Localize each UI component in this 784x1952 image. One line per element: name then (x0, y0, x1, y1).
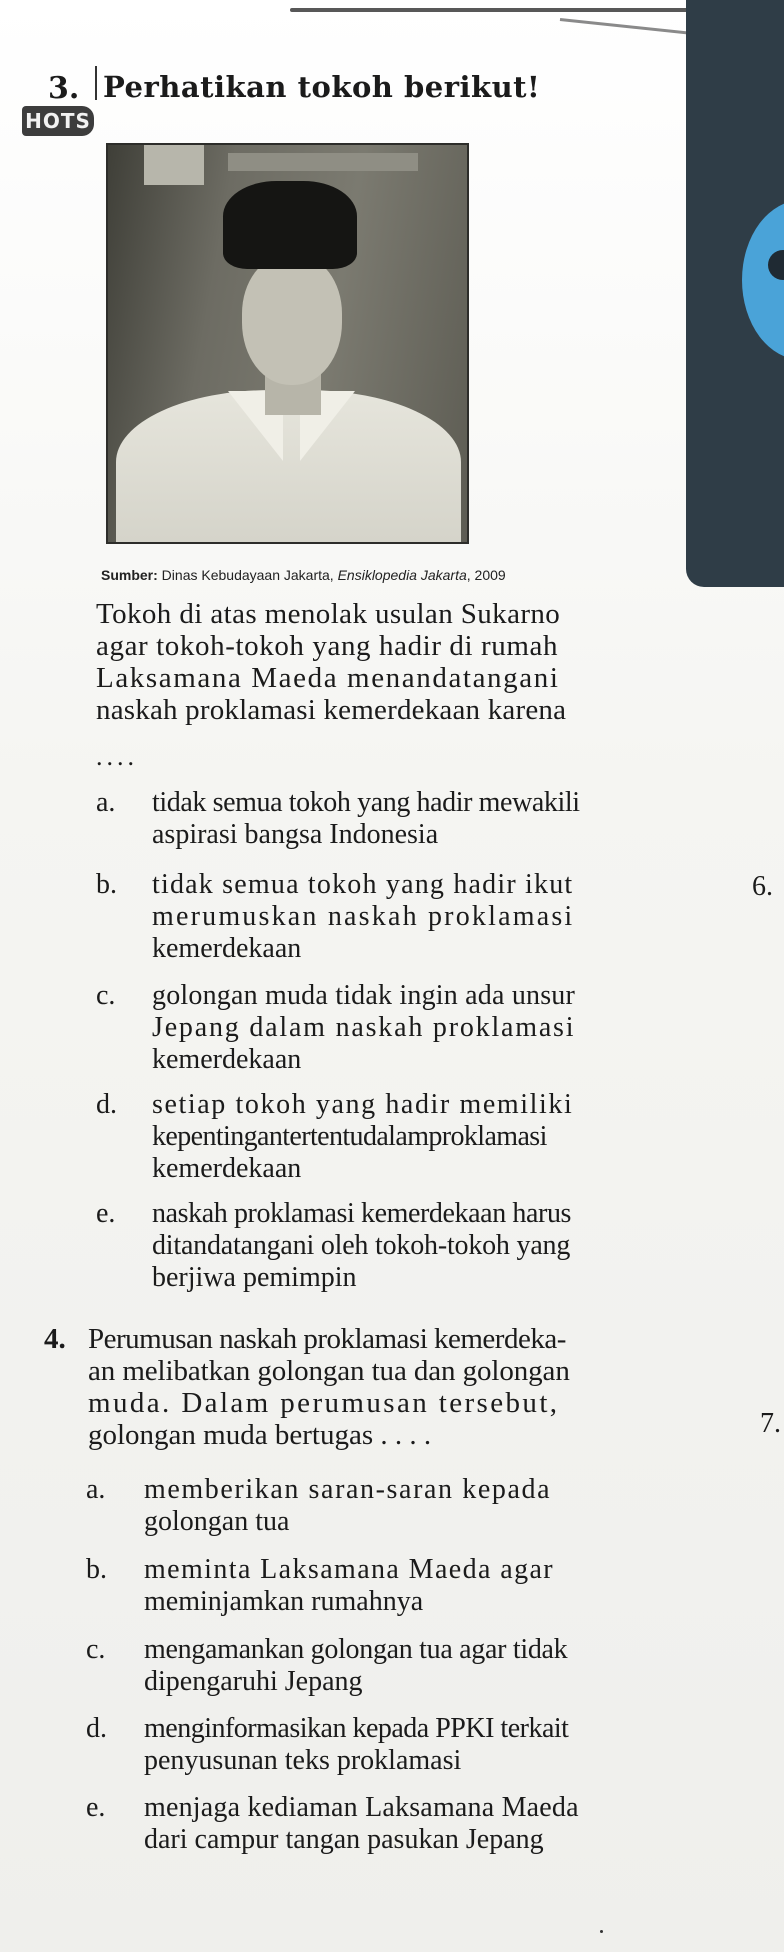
answer-blank: .... (96, 742, 138, 771)
question-4-stem (88, 1323, 570, 1451)
page-speck (600, 1930, 603, 1933)
figure-photo (106, 143, 469, 544)
stem-line: agar tokoh-tokoh yang hadir di rumah (96, 630, 559, 662)
source-text: Dinas Kebudayaan Jakarta, (157, 567, 338, 583)
option-line: aspirasi bangsa Indonesia (152, 819, 439, 850)
option-letter: b. (86, 1554, 107, 1585)
option-text (144, 1792, 579, 1856)
option-letter: a. (86, 1474, 106, 1505)
option-line: tidak semua tokoh yang hadir ikut (152, 869, 574, 900)
option-line: golongan muda tidak ingin ada unsur (152, 980, 576, 1011)
option-line: penyusunan teks proklamasi (144, 1745, 462, 1776)
option-line: naskah proklamasi kemerdekaan harus (152, 1198, 572, 1229)
option-line: golongan tua (144, 1506, 290, 1537)
option-line: kemerdekaan (152, 1153, 302, 1184)
option-line: dipengaruhi Jepang (144, 1666, 363, 1697)
photo-face (242, 255, 342, 385)
option-text (144, 1554, 554, 1618)
question-3-number: 3. (48, 71, 80, 106)
stem-line: Tokoh di atas menolak usulan Sukarno (96, 598, 561, 630)
option-line: menginformasikan kepada PPKI terkait (144, 1713, 569, 1744)
question-3-title: Perhatikan tokoh berikut! (103, 70, 541, 104)
option-line: Jepang dalam naskah proklamasi (152, 1012, 576, 1043)
option-line: berjiwa pemimpin (152, 1262, 357, 1293)
option-text (152, 980, 575, 1076)
option-text (152, 1089, 573, 1185)
question-4-number: 4. (44, 1323, 66, 1355)
stem-line: Laksamana Maeda menandatangani (96, 662, 560, 694)
stem-line: an melibatkan golongan tua dan golongan (88, 1355, 570, 1387)
option-line: mengamankan golongan tua agar tidak (144, 1634, 568, 1665)
option-line: setiap tokoh yang hadir memiliki (152, 1089, 574, 1120)
option-text (144, 1634, 567, 1698)
option-letter: c. (86, 1634, 106, 1665)
option-text (152, 787, 580, 851)
option-line: kepentingantertentudalamproklamasi (152, 1121, 547, 1152)
option-line: dari campur tangan pasukan Jepang (144, 1824, 544, 1855)
option-line: meminta Laksamana Maeda agar (144, 1554, 555, 1585)
photo-window (144, 145, 204, 185)
option-letter: e. (86, 1792, 106, 1823)
top-rule (290, 8, 730, 12)
option-line: kemerdekaan (152, 1044, 302, 1075)
option-letter: a. (96, 787, 116, 818)
margin-question-6: 6. (752, 871, 773, 902)
option-line: tidak semua tokoh yang hadir mewakili (152, 787, 580, 818)
option-line: meminjamkan rumahnya (144, 1586, 424, 1617)
option-letter: d. (86, 1713, 107, 1744)
option-text (152, 1198, 571, 1294)
option-letter: b. (96, 869, 117, 900)
option-text (152, 869, 574, 965)
photo-peci-cap (223, 181, 357, 269)
question-3-stem (96, 598, 696, 726)
option-line: ditandatangani oleh tokoh-tokoh yang (152, 1230, 571, 1261)
photo-source-caption (101, 567, 506, 583)
hots-badge: HOTS (22, 106, 94, 136)
option-letter: d. (96, 1089, 117, 1120)
option-letter: c. (96, 980, 116, 1011)
option-text (144, 1474, 551, 1538)
source-label: Sumber: (101, 567, 158, 583)
stem-line: muda. Dalam perumusan tersebut, (88, 1387, 560, 1419)
margin-question-7: 7. (760, 1408, 781, 1439)
photo-lintel (228, 153, 418, 171)
option-line: merumuskan naskah proklamasi (152, 901, 575, 932)
stem-line: Perumusan naskah proklamasi kemerdeka- (88, 1323, 566, 1355)
stem-line: golongan muda bertugas . . . . (88, 1419, 432, 1451)
option-text (144, 1713, 568, 1777)
option-letter: e. (96, 1198, 116, 1229)
stem-line: naskah proklamasi kemerdekaan karena (96, 694, 567, 726)
option-line: memberikan saran-saran kepada (144, 1474, 552, 1505)
question-number-divider (95, 66, 97, 100)
option-line: kemerdekaan (152, 933, 302, 964)
source-year: , 2009 (466, 567, 506, 583)
source-title: Ensiklopedia Jakarta (337, 567, 467, 583)
option-line: menjaga kediaman Laksamana Maeda (144, 1792, 579, 1823)
